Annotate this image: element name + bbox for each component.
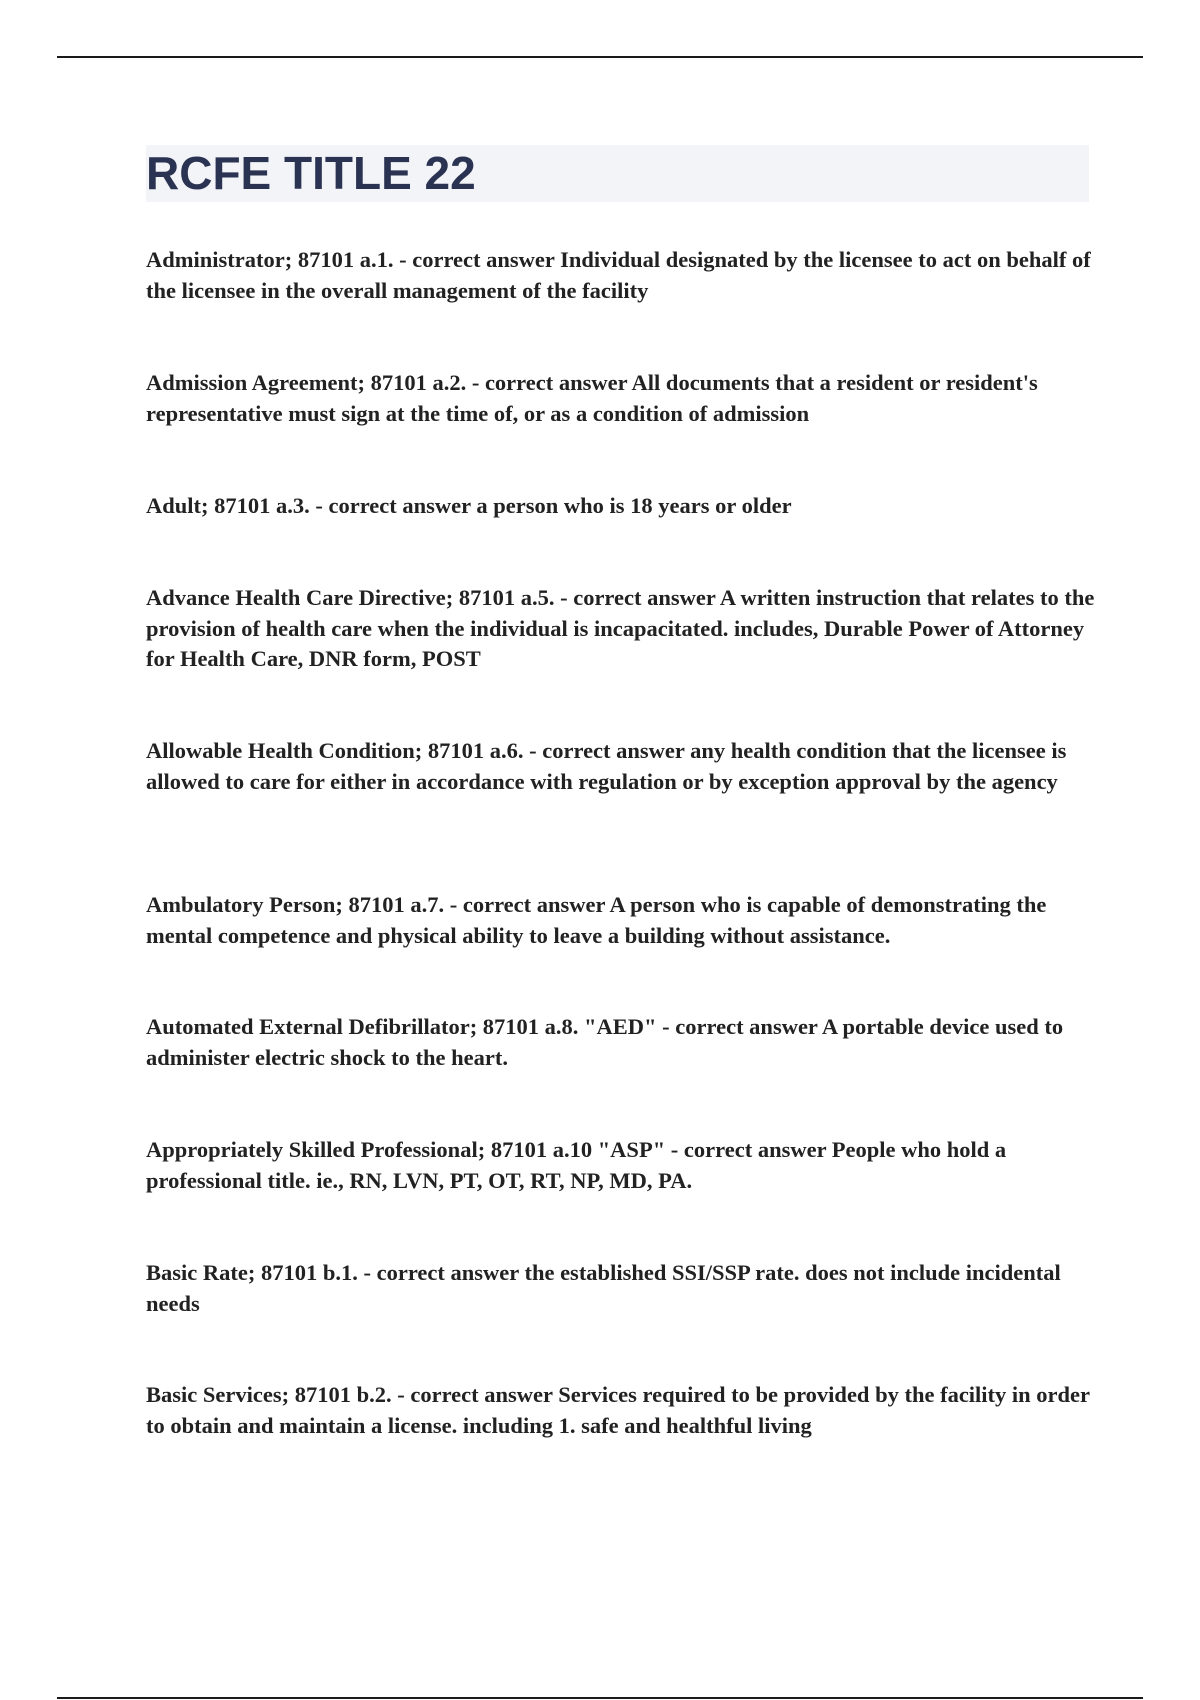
document-title: RCFE TITLE 22	[146, 147, 476, 199]
definition-entry-allowable-health-condition: Allowable Health Condition; 87101 a.6. - correct answer any health condition that the licensee is allowed to care for either in accordance with regulation or by exception approval by the agency	[146, 738, 1067, 794]
definition-entry-admission-agreement: Admission Agreement; 87101 a.2. - correct answer All documents that a resident or resident's representative must sign at the time of, or as a condition of admission	[146, 370, 1038, 426]
bottom-rule	[57, 1697, 1143, 1699]
definition-entry-adult: Adult; 87101 a.3. - correct answer a person who is 18 years or older	[146, 493, 792, 518]
top-rule	[57, 56, 1143, 58]
definition-entry-advance-health-care-directive: Advance Health Care Directive; 87101 a.5. - correct answer A written instruction that relates to the provision of health care when the individual is incapacitated. includes, Durable Power of Attorney for Health Care, DNR form, POST	[146, 585, 1095, 671]
definition-entry-basic-services: Basic Services; 87101 b.2. - correct answer Services required to be provided by the facility in order to obtain and maintain a license. including 1. safe and healthful living	[146, 1382, 1090, 1438]
definition-entry-asp: Appropriately Skilled Professional; 87101 a.10 "ASP" - correct answer People who hold a professional title. ie., RN, LVN, PT, OT, RT, NP, MD, PA.	[146, 1137, 1007, 1193]
definition-entry-aed: Automated External Defibrillator; 87101 a.8. "AED" - correct answer A portable device used to administer electric shock to the heart.	[146, 1014, 1064, 1070]
definition-entry-ambulatory-person: Ambulatory Person; 87101 a.7. - correct answer A person who is capable of demonstrating the mental competence and physical ability to leave a building without assistance.	[146, 892, 1047, 948]
definition-entry-administrator: Administrator; 87101 a.1. - correct answer Individual designated by the licensee to act on behalf of the licensee in the overall management of the facility	[146, 247, 1091, 303]
definition-entry-basic-rate: Basic Rate; 87101 b.1. - correct answer the established SSI/SSP rate. does not include incidental needs	[146, 1260, 1061, 1316]
